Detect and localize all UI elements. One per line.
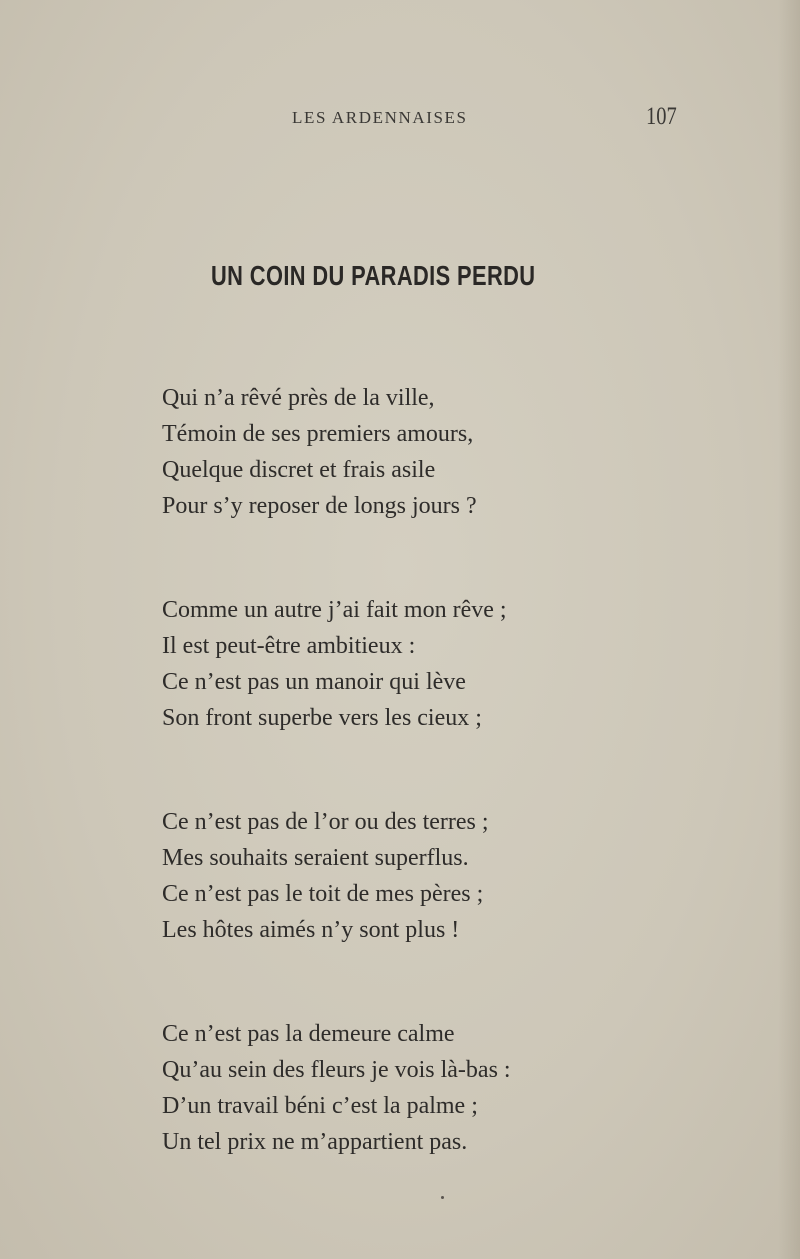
verse-line: Qui n’a rêvé près de la ville, [162, 385, 435, 411]
print-speck [441, 1196, 444, 1199]
running-head: LES ARDENNAISES [292, 108, 468, 127]
stanza [162, 1016, 602, 1160]
stanza [162, 380, 602, 524]
verse-line: Ce n’est pas un manoir qui lève [162, 669, 466, 695]
verse-line: Les hôtes aimés n’y sont plus ! [162, 917, 460, 943]
poem-body [162, 380, 602, 1228]
verse-line: Ce n’est pas le toit de mes pères ; [162, 881, 484, 907]
stanza [162, 804, 602, 948]
verse-line: Mes souhaits seraient superflus. [162, 845, 469, 871]
verse-line: Témoin de ses premiers amours, [162, 421, 474, 447]
page-edge-shadow [778, 0, 800, 1259]
verse-line: Un tel prix ne m’appartient pas. [162, 1129, 468, 1155]
verse-line: Quelque discret et frais asile [162, 457, 436, 483]
verse-line: Comme un autre j’ai fait mon rêve ; [162, 597, 507, 623]
verse-line: Son front superbe vers les cieux ; [162, 705, 482, 731]
verse-line: Ce n’est pas de l’or ou des terres ; [162, 809, 489, 835]
verse-line: Pour s’y reposer de longs jours ? [162, 493, 477, 519]
verse-line: D’un travail béni c’est la palme ; [162, 1093, 478, 1119]
poem-title: UN COIN DU PARADIS PERDU [211, 260, 536, 291]
verse-line: Il est peut-être ambitieux : [162, 633, 416, 659]
stanza [162, 592, 602, 736]
verse-line: Qu’au sein des fleurs je vois là-bas : [162, 1057, 511, 1083]
page-number: 107 [646, 103, 677, 130]
verse-line: Ce n’est pas la demeure calme [162, 1021, 455, 1047]
